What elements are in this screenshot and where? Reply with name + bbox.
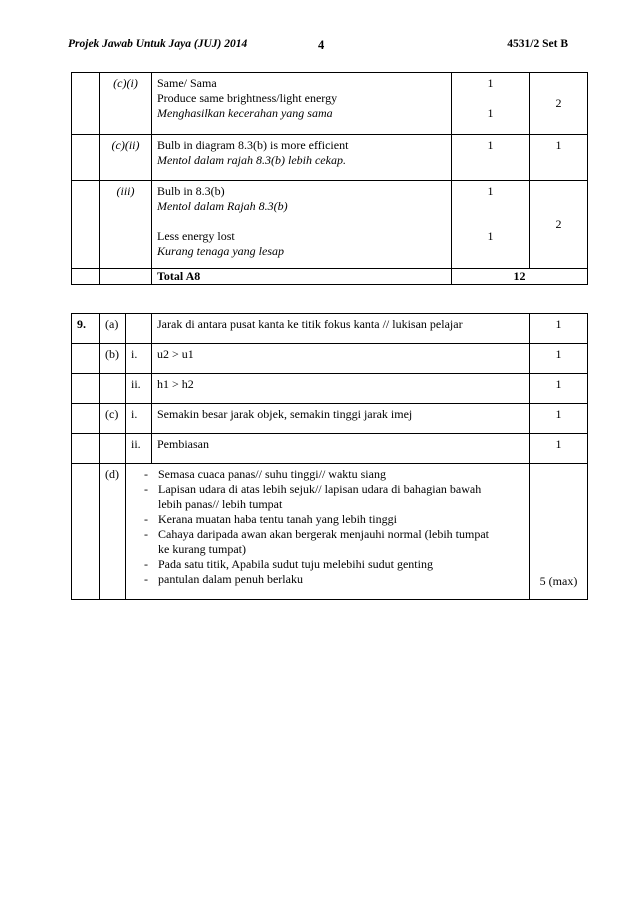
part-label <box>100 434 126 464</box>
question-cell <box>72 374 100 404</box>
mark-cell: 1 <box>452 135 530 181</box>
part-label: (b) <box>100 344 126 374</box>
mark-spacer <box>457 199 524 229</box>
mark-cell: 1 <box>530 434 588 464</box>
header-title: Projek Jawab Untuk Jaya (JUJ) 2014 <box>68 38 248 50</box>
marking-table-q9 <box>71 313 588 600</box>
question-cell <box>72 344 100 374</box>
answer-cell: Pembiasan <box>152 434 530 464</box>
list-item: - Lapisan udara di atas lebih sejuk// lapisan udara di bahagian bawah lebih panas// lebih tumpat <box>142 482 499 512</box>
question-cell <box>72 404 100 434</box>
answer-line: Mentol dalam rajah 8.3(b) lebih cekap. <box>157 153 346 167</box>
mark: 1 <box>487 76 494 90</box>
answer-cell: h1 > h2 <box>152 374 530 404</box>
answer-cell: Jarak di antara pusat kanta ke titik fokus kanta // lukisan pelajar <box>152 314 530 344</box>
mark: 1 <box>487 184 494 198</box>
answer-cell: Semakin besar jarak objek, semakin tinggi jarak imej <box>152 404 530 434</box>
mark-cell: 1 <box>530 344 588 374</box>
part-label: (c) <box>100 404 126 434</box>
answer-cell: u2 > u1 <box>152 344 530 374</box>
part-cell <box>100 269 152 285</box>
part-label: (iii) <box>100 181 152 269</box>
sub-label: i. <box>126 344 152 374</box>
mark: 1 <box>487 106 494 120</box>
question-cell <box>72 434 100 464</box>
total-cell: 2 <box>530 181 588 269</box>
answer-line: Kurang tenaga yang lesap <box>157 244 284 258</box>
question-cell <box>72 181 100 269</box>
question-cell <box>72 464 100 600</box>
mark-cell <box>452 181 530 269</box>
part-label <box>100 374 126 404</box>
table-row <box>72 434 588 464</box>
answer-line: Less energy lost <box>157 229 235 243</box>
total-cell: 1 <box>530 135 588 181</box>
question-cell <box>72 269 100 285</box>
answer-cell <box>152 181 452 269</box>
list-item: - pantulan dalam penuh berlaku <box>142 572 499 587</box>
list-item: - Kerana muatan haba tentu tanah yang lebih tinggi <box>142 512 499 527</box>
mark-spacer <box>457 91 524 106</box>
total-label: Total A8 <box>152 269 452 285</box>
mark-cell: 1 <box>530 374 588 404</box>
part-label: (c)(ii) <box>100 135 152 181</box>
total-row <box>72 269 588 285</box>
answer-spacer <box>157 214 446 229</box>
part-label: (c)(i) <box>100 73 152 135</box>
table-row <box>72 464 588 600</box>
mark-cell: 5 (max) <box>530 464 588 600</box>
question-cell <box>72 135 100 181</box>
page-number: 4 <box>318 38 325 52</box>
mark-cell <box>452 73 530 135</box>
part-label: (a) <box>100 314 126 344</box>
mark-cell: 1 <box>530 404 588 434</box>
list-item: - Semasa cuaca panas// suhu tinggi// waktu siang <box>142 467 499 482</box>
mark-cell: 1 <box>530 314 588 344</box>
answer-points <box>142 467 499 587</box>
marking-table-a8 <box>71 72 588 285</box>
total-value: 12 <box>452 269 588 285</box>
question-cell <box>72 73 100 135</box>
table-row <box>72 181 588 269</box>
answer-cell <box>126 464 530 600</box>
answer-cell <box>152 135 452 181</box>
table-row <box>72 374 588 404</box>
table-row <box>72 314 588 344</box>
mark: 1 <box>487 229 494 243</box>
sub-label <box>126 314 152 344</box>
paper-code: 4531/2 Set B <box>507 38 568 50</box>
answer-line: Bulb in diagram 8.3(b) is more efficient <box>157 138 349 152</box>
table-row <box>72 73 588 135</box>
answer-cell <box>152 73 452 135</box>
question-number: 9. <box>72 314 100 344</box>
part-label: (d) <box>100 464 126 600</box>
total-cell: 2 <box>530 73 588 135</box>
list-item: - Cahaya daripada awan akan bergerak menjauhi normal (lebih tumpat ke kurang tumpat) <box>142 527 499 557</box>
table-row <box>72 404 588 434</box>
answer-line: Bulb in 8.3(b) <box>157 184 225 198</box>
sub-label: ii. <box>126 374 152 404</box>
sub-label: ii. <box>126 434 152 464</box>
answer-line: Mentol dalam Rajah 8.3(b) <box>157 199 288 213</box>
sub-label: i. <box>126 404 152 434</box>
answer-line: Menghasilkan kecerahan yang sama <box>157 106 333 120</box>
table-row <box>72 135 588 181</box>
list-item: - Pada satu titik, Apabila sudut tuju melebihi sudut genting <box>142 557 499 572</box>
answer-line: Same/ Sama <box>157 76 217 90</box>
table-row <box>72 344 588 374</box>
answer-line: Produce same brightness/light energy <box>157 91 338 105</box>
